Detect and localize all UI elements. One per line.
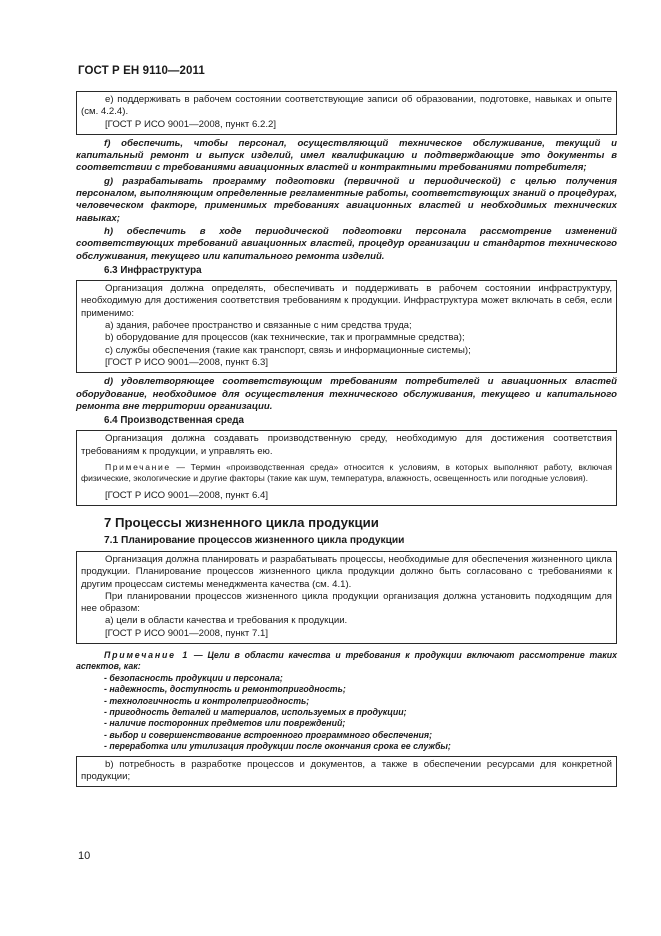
infrastructure-item-b: b) оборудование для процессов (как технические, так и программные средства);: [105, 332, 465, 344]
reference-6-2-2: [ГОСТ Р ИСО 9001—2008, пункт 6.2.2]: [105, 118, 276, 130]
note-text: — Термин «производственная среда» относится к условиям, в которых выполняют работу, включая физические, экологические и другие факторы (такие как шум, температура, влажность, освещенность или погодные условия).: [81, 462, 612, 484]
item-f: f) обеспечить, чтобы персонал, осуществляющий техническое обслуживание, текущий и капитальный ремонт и выпуск изделий, имел квалификацию и подтверждающие это документы в соответствии с требованиями авиационных властей и контрактными требованиями потребителя;: [76, 137, 617, 174]
box-section-6-3: [76, 280, 617, 373]
item-e: е) поддерживать в рабочем состоянии соответствующие записи об образовании, подготовке, навыках и опыте (см. 4.2.4).: [81, 94, 612, 118]
work-environment-text: Организация должна создавать производственную среду, необходимую для достижения соответствия требованиям к продукции, и управлять ею.: [81, 433, 612, 457]
note-7-1-label: Примечание 1: [104, 649, 190, 660]
page-content: [76, 91, 617, 790]
page-number: 10: [78, 850, 91, 862]
reference-6-4: [ГОСТ Р ИСО 9001—2008, пункт 6.4]: [105, 490, 268, 502]
reference-6-3: [ГОСТ Р ИСО 9001—2008, пункт 6.3]: [105, 356, 268, 368]
note-label: Примечание: [105, 462, 171, 473]
note-item: - технологичность и контролепригодность;: [104, 695, 310, 706]
heading-6-4: 6.4 Производственная среда: [104, 415, 244, 427]
note-7-1: [76, 650, 617, 673]
planning-item-b: b) потребность в разработке процессов и документов, а также в обеспечении ресурсами для конкретной продукции;: [81, 758, 612, 782]
heading-7-1: 7.1 Планирование процессов жизненного цикла продукции: [104, 534, 405, 546]
box-section-6-4: [76, 430, 617, 506]
note-item: - переработка или утилизация продукции после окончания срока ее службы;: [104, 741, 451, 752]
page-header: ГОСТ Р ЕН 9110—2011: [78, 65, 205, 77]
planning-item-a: а) цели в области качества и требования к продукции.: [105, 615, 348, 627]
note-item: - надежность, доступность и ремонтопригодность;: [104, 684, 346, 695]
note-item: - выбор и совершенствование встроенного программного обеспечения;: [104, 729, 432, 740]
box-section-6-2-2: [76, 91, 617, 135]
note-item: - наличие посторонних предметов или повреждений;: [104, 718, 346, 729]
planning-paragraph-2: При планировании процессов жизненного цикла продукции организация должна установить подходящим для нее образом:: [81, 590, 612, 615]
reference-7-1: [ГОСТ Р ИСО 9001—2008, пункт 7.1]: [105, 627, 268, 639]
infrastructure-item-d: d) удовлетворяющее соответствующим требованиям потребителей и авиационных властей оборудование, необходимое для осуществления технического обслуживания, текущего и капитального ремонта вне территории организации.: [76, 376, 617, 412]
box-section-7-1: [76, 551, 617, 644]
planning-paragraph-1: Организация должна планировать и разрабатывать процессы, необходимые для обеспечения жизненного цикла продукции. Планирование процессов жизненного цикла продукции должно быть согласовано с требованиями к другим процессам системы менеджмента качества (см. 4.1).: [81, 553, 612, 590]
note-7-1-text: — Цели в области качества и требования к продукции включают рассмотрение таких аспектов, как:: [76, 649, 617, 672]
heading-6-3: 6.3 Инфраструктура: [104, 264, 202, 276]
infrastructure-item-c: с) службы обеспечения (такие как транспорт, связь и информационные системы);: [105, 344, 471, 356]
note-item: - безопасность продукции и персонала;: [104, 672, 283, 683]
item-h: h) обеспечить в ходе периодической подготовки персонала рассмотрение изменений соответствующих требований авиационных властей, процедур организации и стандартов технического обслуживания, текущего или капитального ремонта изделий.: [76, 225, 617, 262]
note-6-4: [81, 462, 612, 484]
infrastructure-item-a: а) здания, рабочее пространство и связанные с ним средства труда;: [105, 320, 412, 332]
item-g: g) разрабатывать программу подготовки (первичной и периодической) с целью получения персоналом, выполняющим определенные регламентные работы, соответствующих знаний о процедурах, человеческом факторе, применимых требованиях авиационных властей и необходимых технических навыках;: [76, 175, 617, 224]
box-section-7-1-b: [76, 756, 617, 788]
note-item: - пригодность деталей и материалов, используемых в продукции;: [104, 707, 407, 718]
infrastructure-intro: Организация должна определять, обеспечивать и поддерживать в рабочем состоянии инфраструктуру, необходимую для достижения соответствия требованиям к продукции. Инфраструктура может включать в себя, если применимо:: [81, 283, 612, 319]
heading-7: 7 Процессы жизненного цикла продукции: [104, 515, 379, 531]
